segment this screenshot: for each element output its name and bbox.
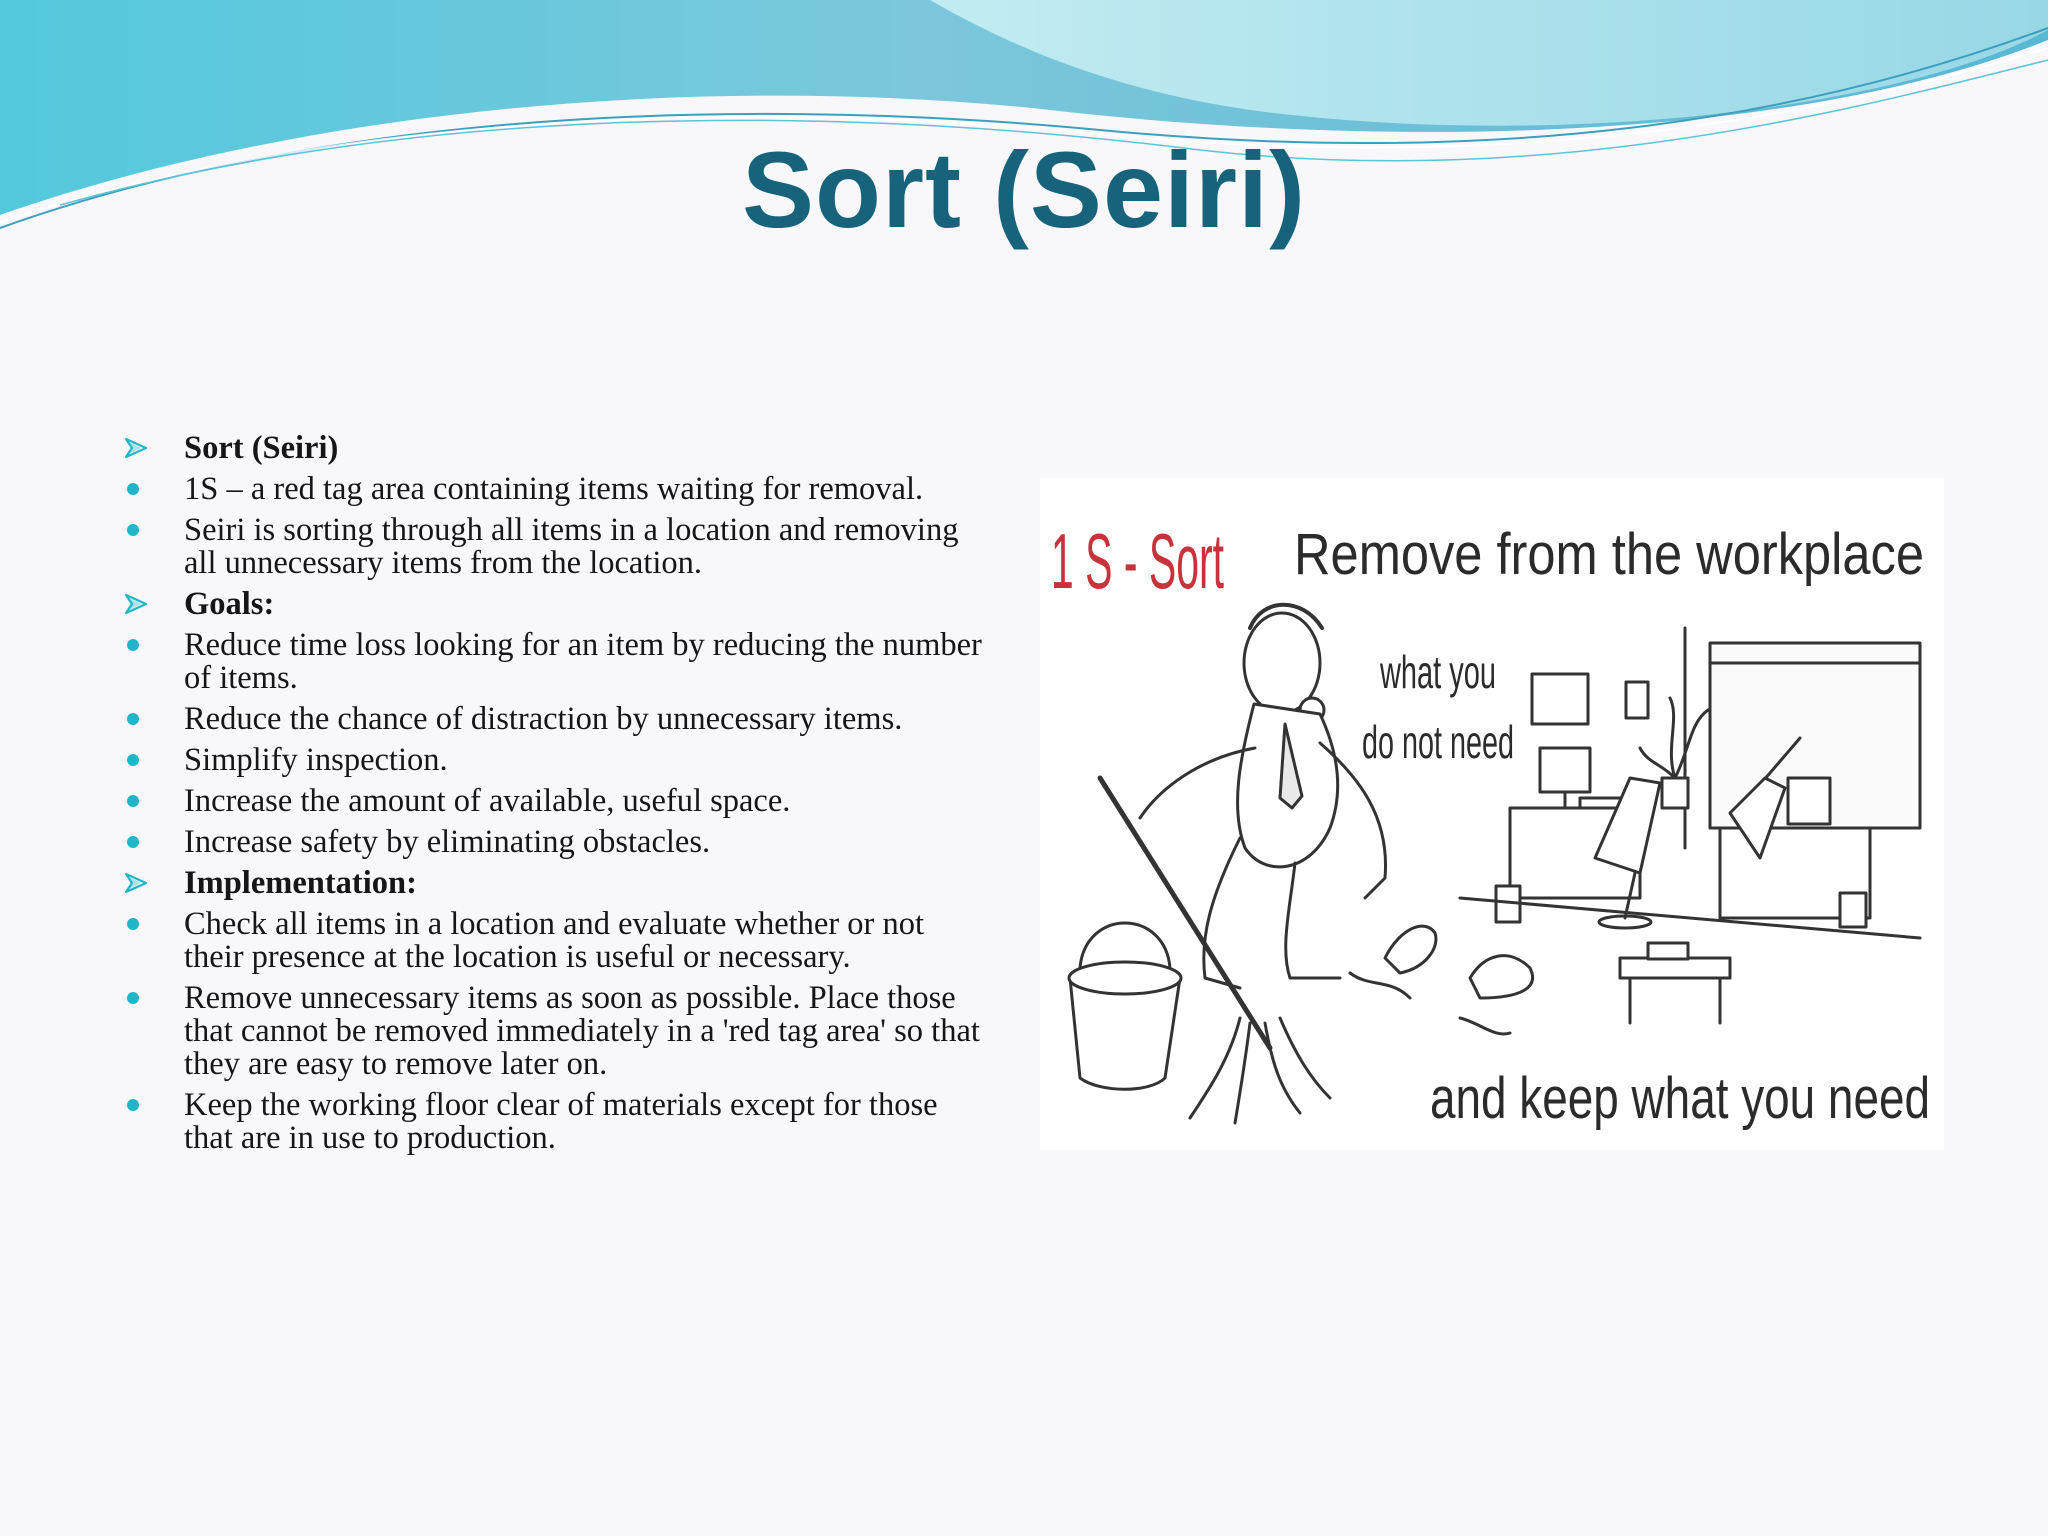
- bullet-text: Remove unnecessary items as soon as possible. Place those that cannot be removed immediately in a 'red tag area' so that they are easy to remove later on.: [184, 980, 980, 1082]
- bullet-text: Check all items in a location and evaluate whether or not their presence at the location is useful or necessary.: [184, 906, 925, 975]
- bullet-text: Sort (Seiri): [184, 430, 339, 466]
- arrow-bullet-icon: [124, 432, 148, 465]
- bullet-text: Seiri is sorting through all items in a location and removing all unnecessary items from the location.: [184, 512, 959, 581]
- dot-bullet-icon: [124, 982, 148, 1015]
- bullet-item: [124, 432, 984, 465]
- bullet-item: [124, 744, 984, 777]
- bullet-item: [124, 703, 984, 736]
- illustration-heading: 1 S - Sort: [1050, 517, 1225, 605]
- bullet-text: Increase the amount of available, useful space.: [184, 783, 791, 819]
- shoe-icon: [1470, 956, 1533, 998]
- bullet-item: [124, 785, 984, 818]
- bullet-item: [124, 826, 984, 859]
- shoe-icon: [1385, 926, 1436, 973]
- dot-bullet-icon: [124, 629, 148, 662]
- arrow-bullet-icon: [124, 867, 148, 900]
- computer-monitor-icon: [1540, 748, 1590, 792]
- table-icon: [1620, 958, 1730, 978]
- bullet-text: Reduce the chance of distraction by unnecessary items.: [184, 701, 903, 737]
- bullet-text: 1S – a red tag area containing items waiting for removal.: [184, 471, 924, 507]
- bullet-text: Keep the working floor clear of materials except for those that are in use to production.: [184, 1087, 938, 1156]
- bullet-item: [124, 908, 984, 974]
- dot-bullet-icon: [124, 744, 148, 777]
- bullet-text: Increase safety by eliminating obstacles.: [184, 824, 711, 860]
- illustration-subheading: Remove from the workplace: [1294, 522, 1924, 587]
- dot-bullet-icon: [124, 703, 148, 736]
- dot-bullet-icon: [124, 514, 148, 547]
- dot-bullet-icon: [124, 908, 148, 941]
- bullet-text: Simplify inspection.: [184, 742, 448, 778]
- plant-icon: [1640, 698, 1708, 778]
- illustration-caption-top-2: do not need: [1362, 716, 1514, 768]
- bullet-text: Goals:: [184, 586, 275, 622]
- bullet-list: [124, 432, 984, 1163]
- bullet-item: [124, 629, 984, 695]
- dot-bullet-icon: [124, 1089, 148, 1122]
- bullet-item: [124, 588, 984, 621]
- arrow-bullet-icon: [124, 588, 148, 621]
- dot-bullet-icon: [124, 826, 148, 859]
- sort-illustration-drawing: [1040, 478, 1944, 1150]
- illustration-caption-top-1: what you: [1379, 646, 1496, 698]
- bullet-item: [124, 514, 984, 580]
- bullet-item: [124, 473, 984, 506]
- bullet-text: Reduce time loss looking for an item by reducing the number of items.: [184, 627, 982, 696]
- dot-bullet-icon: [124, 473, 148, 506]
- sort-illustration: [1040, 478, 1944, 1150]
- slide-title: Sort (Seiri): [741, 129, 1307, 250]
- bullet-item: [124, 982, 984, 1081]
- bullet-text: Implementation:: [184, 865, 417, 901]
- illustration-caption-bottom: and keep what you need: [1430, 1066, 1930, 1131]
- bullet-item: [124, 1089, 984, 1155]
- bullet-item: [124, 867, 984, 900]
- dot-bullet-icon: [124, 785, 148, 818]
